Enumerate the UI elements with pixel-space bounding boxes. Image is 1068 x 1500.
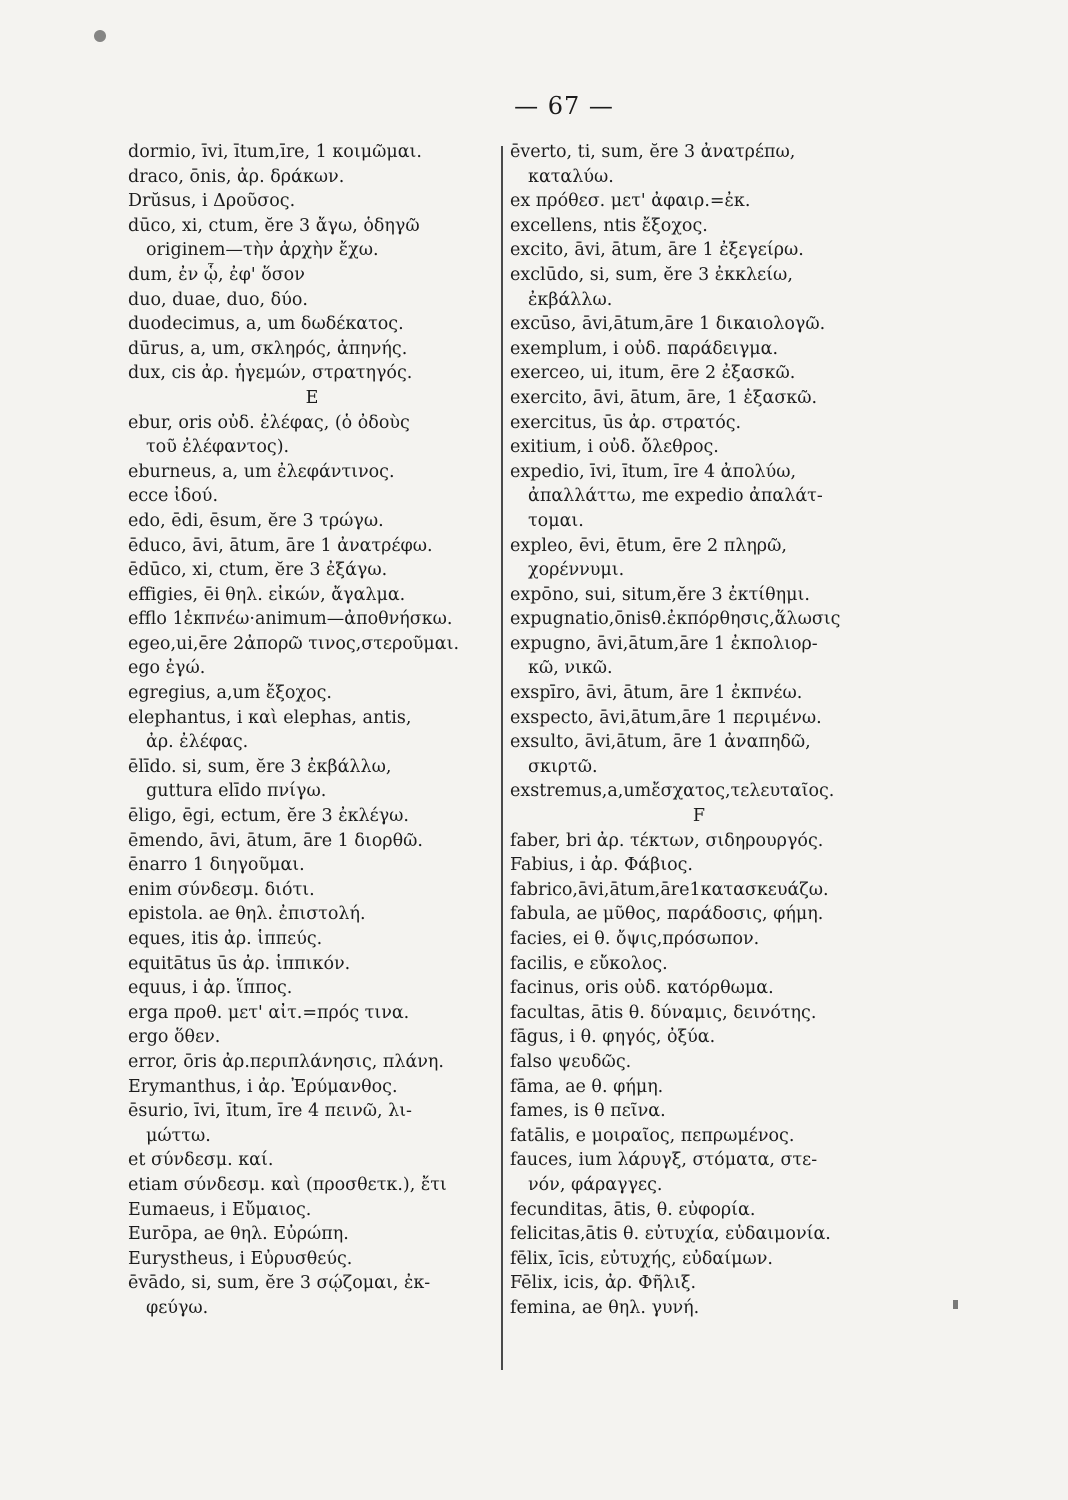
dictionary-entry: fabrico,āvi,ātum,āre1κατασκευάζω. <box>510 879 829 900</box>
dictionary-entry: exemplum, i οὐδ. παράδειγμα. <box>510 338 779 359</box>
dictionary-entry: fecunditas, ātis, θ. εὐφορία. <box>510 1199 756 1220</box>
entry-continuation-line: originem—τὴν ἀρχὴν ἔχω. <box>146 240 379 261</box>
dictionary-entry: ex πρόθεσ. μετ' ἀφαιρ.=ἐκ. <box>510 191 751 212</box>
dictionary-entry: Erymanthus, i ἀρ. Ἐρύμανθος. <box>128 1076 398 1097</box>
dictionary-entry: error, ōris ἀρ.περιπλάνησις, πλάνη. <box>128 1051 444 1072</box>
entry-continuation-line: ἀπαλλάττω, me expedio ἀπαλάτ- <box>528 486 823 507</box>
dictionary-entry: ergo ὅθεν. <box>128 1027 221 1048</box>
entry-continuation-line: μώττω. <box>146 1125 211 1146</box>
dictionary-entry: ecce ἰδού. <box>128 486 219 507</box>
dictionary-entry: ebur, oris οὐδ. ἐλέφας, (ὁ ὀδοὺς <box>128 412 410 433</box>
dictionary-entry: equus, i ἀρ. ἵππος. <box>128 978 293 999</box>
dictionary-entry: excito, āvi, ātum, āre 1 ἐξεγείρω. <box>510 240 804 261</box>
dictionary-entry: eburneus, a, um ἐλεφάντινος. <box>128 461 395 482</box>
dictionary-entry: Drŭsus, i Δροῦσος. <box>128 191 296 212</box>
entry-continuation-line: φεύγω. <box>146 1297 209 1318</box>
entry-continuation-line: τομαι. <box>528 510 584 531</box>
dictionary-entry: excellens, ntis ἔξοχος. <box>510 215 708 236</box>
page-number: — 67 — <box>514 92 614 120</box>
dictionary-entry: duo, duae, duo, δύο. <box>128 289 308 310</box>
dictionary-entry: dux, cis ἀρ. ἡγεμών, στρατηγός. <box>128 363 413 384</box>
dictionary-entry: facinus, oris οὐδ. κατόρθωμα. <box>510 978 774 999</box>
dictionary-entry: eques, itis ἀρ. ἱππεύς. <box>128 929 323 949</box>
dictionary-entry: faber, bri ἀρ. τέκτων, σιδηρουργός. <box>510 830 824 851</box>
dictionary-entry: ēduco, āvi, ātum, āre 1 ἀνατρέφω. <box>128 535 433 556</box>
dictionary-entry: facilis, e εὔκολος. <box>510 953 668 974</box>
dictionary-entry: dūco, xi, ctum, ĕre 3 ἄγω, ὁδηγῶ <box>128 215 420 236</box>
right-column <box>510 140 888 1321</box>
dictionary-entry: efflo 1ἐκπνέω·animum—ἀποθνήσκω. <box>128 609 453 630</box>
dictionary-entry: facies, ei θ. ὄψις,πρόσωπον. <box>510 929 760 949</box>
dictionary-entry: ēmendo, āvi, ātum, āre 1 διορθῶ. <box>128 830 423 851</box>
dictionary-entry: ēsurio, īvi, ītum, īre 4 πεινῶ, λι- <box>128 1101 412 1122</box>
dictionary-entry: Fēlix, icis, ἀρ. Φῆλιξ. <box>510 1273 697 1294</box>
dictionary-entry: Fabius, i ἀρ. Φάβιος. <box>510 855 693 876</box>
entry-continuation-line: σκιρτῶ. <box>528 756 598 777</box>
dictionary-entry: fāgus, i θ. φηγός, ὀξύα. <box>510 1027 716 1048</box>
section-letter-heading: E <box>305 387 319 408</box>
dictionary-entry: egregius, a,um ἔξοχος. <box>128 683 332 704</box>
dictionary-entry: enim σύνδεσμ. διότι. <box>128 879 315 900</box>
dictionary-entry: femina, ae θηλ. γυνή. <box>510 1297 700 1318</box>
dictionary-entry: excūso, āvi,ātum,āre 1 δικαιολογῶ. <box>510 314 826 335</box>
dictionary-entry: expugno, āvi,ātum,āre 1 ἐκπολιορ- <box>510 633 818 654</box>
dictionary-entry: epistola. ae θηλ. ἐπιστολή. <box>128 904 366 925</box>
dictionary-entry: felicitas,ātis θ. εὐτυχία, εὐδαιμονία. <box>510 1224 831 1245</box>
dictionary-entry: erga προθ. μετ' αἰτ.=πρός τινα. <box>128 1002 410 1023</box>
dictionary-entry: dum, ἐν ᾧ, ἐφ' ὅσον <box>128 264 305 285</box>
dictionary-entry: ēnarro 1 διηγοῦμαι. <box>128 855 305 876</box>
dictionary-entry: fēlix, īcis, εὐτυχής, εὐδαίμων. <box>510 1248 773 1269</box>
dictionary-entry: expedio, īvi, ītum, īre 4 ἀπολύω, <box>510 461 797 482</box>
dictionary-entry: elephantus, i καὶ elephas, antis, <box>128 707 412 728</box>
dictionary-entry: dūrus, a, um, σκληρός, ἀπηνής. <box>128 338 408 359</box>
dictionary-entry: edo, ēdi, ēsum, ĕre 3 τρώγω. <box>128 510 384 531</box>
dictionary-entry: Eurōpa, ae θηλ. Εὐρώπη. <box>128 1224 349 1245</box>
dictionary-columns <box>128 140 888 1380</box>
dictionary-entry: fabula, ae μῦθος, παράδοσις, φήμη. <box>510 904 824 925</box>
dictionary-entry: ēligo, ēgi, ectum, ĕre 3 ἐκλέγω. <box>128 806 409 827</box>
entry-continuation-line: καταλύω. <box>528 166 614 187</box>
entry-continuation-line: guttura elīdo πνίγω. <box>146 781 327 802</box>
entry-continuation-line: ἀρ. ἐλέφας. <box>146 732 249 753</box>
entry-continuation-line: νόν, φάραγγες. <box>528 1174 663 1195</box>
ink-blot-mark <box>94 30 106 42</box>
dictionary-entry: ego ἐγώ. <box>128 658 206 679</box>
dictionary-entry: exsulto, āvi,ātum, āre 1 ἀναπηδῶ, <box>510 732 811 753</box>
section-letter-heading: F <box>692 806 706 827</box>
dictionary-entry: facultas, ātis θ. δύναμις, δεινότης. <box>510 1002 817 1023</box>
dictionary-entry: exitium, i οὐδ. ὄλεθρος. <box>510 437 719 458</box>
entry-continuation-line: τοῦ ἐλέφαντος). <box>146 437 290 458</box>
dictionary-entry: equitātus ūs ἀρ. ἱππικόν. <box>128 953 351 974</box>
entry-continuation-line: κῶ, νικῶ. <box>528 658 613 679</box>
dictionary-entry: Eumaeus, i Εὔμαιος. <box>128 1199 312 1220</box>
dictionary-entry: expōno, sui, situm,ĕre 3 ἐκτίθημι. <box>510 584 810 605</box>
dictionary-entry: exercito, āvi, ātum, āre, 1 ἐξασκῶ. <box>510 387 818 408</box>
dictionary-entry: dormio, īvi, ītum,īre, 1 κοιμῶμαι. <box>128 142 422 162</box>
dictionary-entry: expleo, ēvi, ētum, ēre 2 πληρῶ, <box>510 535 787 556</box>
dictionary-entry: ēlīdo. si, sum, ĕre 3 ἐκβάλλω, <box>128 756 392 777</box>
dictionary-entry: draco, ōnis, ἀρ. δράκων. <box>128 166 345 187</box>
dictionary-entry: fames, is θ πεῖνα. <box>510 1101 666 1122</box>
margin-speck-mark <box>953 1300 958 1309</box>
dictionary-entry: etiam σύνδεσμ. καὶ (προσθετκ.), ἔτι <box>128 1174 447 1195</box>
dictionary-entry: falso ψευδῶς. <box>510 1051 632 1072</box>
left-column <box>128 140 496 1321</box>
dictionary-entry: exclūdo, si, sum, ĕre 3 ἐκκλείω, <box>510 264 793 285</box>
dictionary-entry: Eurystheus, i Εὐρυσθεύς. <box>128 1248 353 1269</box>
dictionary-entry: ēdūco, xi, ctum, ĕre 3 ἐξάγω. <box>128 560 388 581</box>
column-divider <box>501 146 503 1370</box>
dictionary-entry: effigies, ēi θηλ. εἰκών, ἄγαλμα. <box>128 584 406 605</box>
dictionary-entry: egeo,ui,ēre 2ἀπορῶ τινος,στεροῦμαι. <box>128 633 460 654</box>
dictionary-entry: ēverto, ti, sum, ĕre 3 ἀνατρέπω, <box>510 142 796 162</box>
dictionary-entry: exspecto, āvi,ātum,āre 1 περιμένω. <box>510 707 822 728</box>
dictionary-entry: expugnatio,ōnisθ.ἐκπόρθησις,ἅλωσις <box>510 609 841 630</box>
dictionary-entry: et σύνδεσμ. καί. <box>128 1150 274 1171</box>
entry-continuation-line: ἐκβάλλω. <box>528 289 613 310</box>
dictionary-entry: fāma, ae θ. φήμη. <box>510 1076 664 1097</box>
dictionary-entry: exspīro, āvi, ātum, āre 1 ἐκπνέω. <box>510 683 803 704</box>
dictionary-entry: fauces, ium λάρυγξ, στόματα, στε- <box>510 1150 818 1171</box>
dictionary-entry: exstremus,a,umἔσχατος,τελευταῖος. <box>510 781 835 802</box>
dictionary-entry: fatālis, e μοιραῖος, πεπρωμένος. <box>510 1125 795 1146</box>
entry-continuation-line: χορέννυμι. <box>528 560 625 581</box>
dictionary-entry: exerceo, ui, itum, ēre 2 ἐξασκῶ. <box>510 363 796 384</box>
dictionary-entry: exercitus, ūs ἀρ. στρατός. <box>510 412 742 433</box>
dictionary-entry: duodecimus, a, um δωδέκατος. <box>128 314 404 335</box>
dictionary-entry: ēvādo, si, sum, ĕre 3 σῴζομαι, ἐκ- <box>128 1273 431 1294</box>
